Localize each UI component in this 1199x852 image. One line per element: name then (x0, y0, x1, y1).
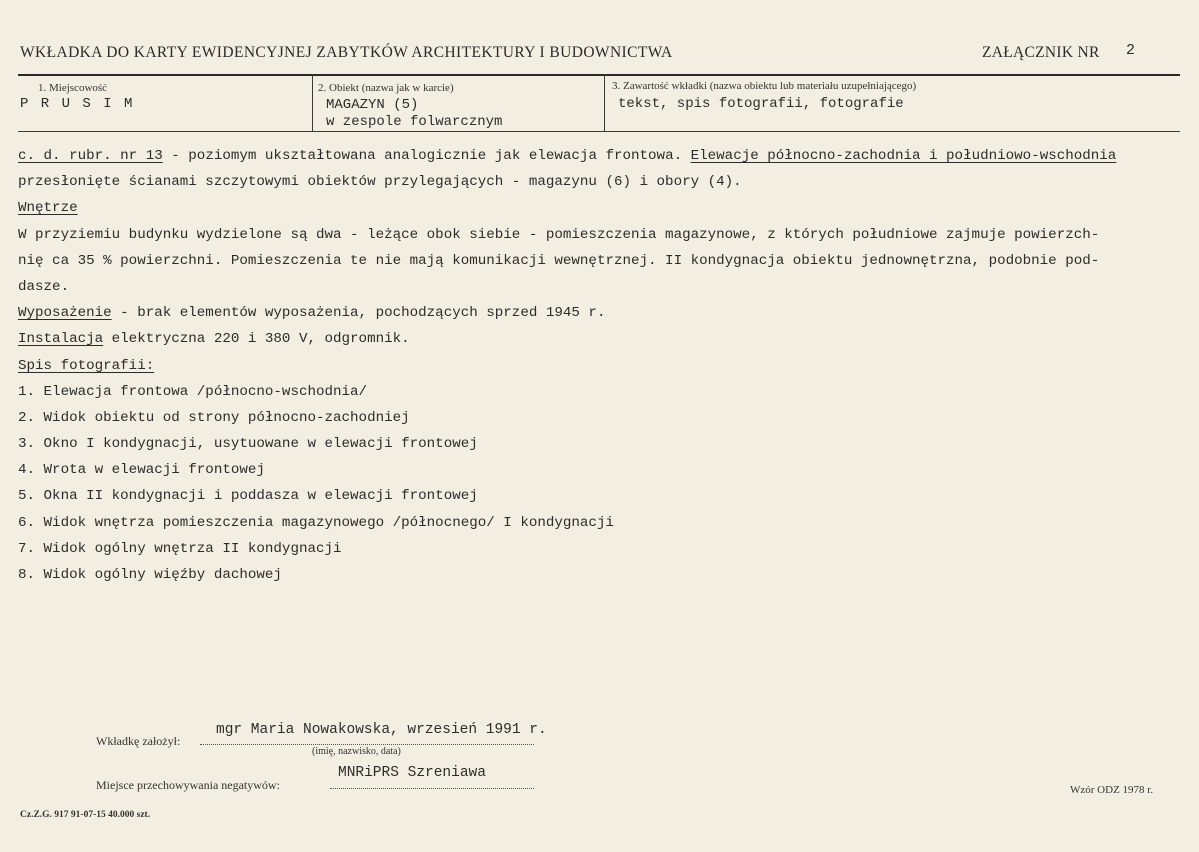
photo-item: 6. Widok wnętrza pomieszczenia magazynowego /północnego/ I kondygnacji (18, 514, 614, 531)
body-line (18, 143, 1198, 169)
prepared-by-value: mgr Maria Nowakowska, wrzesień 1991 r. (216, 722, 547, 738)
annex-label: ZAŁĄCZNIK NR (982, 44, 1100, 61)
object-label: 2. Obiekt (nazwa jak w karcie) (318, 82, 454, 94)
body-line (18, 326, 1198, 352)
template-version: Wzór ODZ 1978 r. (1070, 784, 1154, 796)
photo-item: 4. Wrota w elewacji frontowej (18, 462, 265, 479)
photo-item: 1. Elewacja frontowa /północno-wschodnia/ (18, 383, 368, 400)
prepared-by-line (200, 744, 534, 745)
underlined-phrase: Elewacje północno-zachodnia i południowo-wschodnia (690, 148, 1117, 164)
photo-item: 3. Okno I kondygnacji, usytuowane w elewacji frontowej (18, 436, 478, 453)
field-divider (604, 74, 605, 132)
section-heading-photos: Spis fotografii: (18, 357, 155, 374)
body-line (18, 353, 1198, 379)
contents-label: 3. Zawartość wkładki (nazwa obiektu lub materiału uzupełniającego) (612, 80, 917, 92)
body-line (18, 195, 1198, 221)
section-heading-interior: Wnętrze (18, 200, 78, 217)
field-divider (312, 74, 313, 132)
negatives-storage-label: Miejsce przechowywania negatywów: (96, 778, 280, 792)
form-title: WKŁADKA DO KARTY EWIDENCYJNEJ ZABYTKÓW ARCHITEKTURY I BUDOWNICTWA (20, 44, 673, 61)
prepared-by-label: Wkładkę założył: (96, 734, 181, 748)
print-code: Cz.Z.G. 917 91-07-15 40.000 szt. (20, 810, 151, 820)
body-line (18, 300, 1198, 326)
section-ref: c. d. rubr. nr 13 (18, 148, 163, 164)
body-line: przesłonięte ścianami szczytowymi obiektów przylegających - magazynu (6) i obory (4). (18, 174, 742, 191)
body-text: - brak elementów wyposażenia, pochodzących sprzed 1945 r. (111, 305, 606, 322)
object-value: MAGAZYN (5) (326, 97, 419, 113)
photo-item: 7. Widok ogólny wnętrza II kondygnacji (18, 540, 342, 557)
section-heading-equipment: Wyposażenie (18, 305, 112, 322)
prepared-by-hint: (imię, nazwisko, data) (312, 746, 401, 757)
contents-value: tekst, spis fotografii, fotografie (618, 96, 904, 112)
photo-item: 2. Widok obiektu od strony północno-zachodniej (18, 409, 410, 426)
typed-body (18, 143, 1198, 588)
locality-label: 1. Miejscowość (38, 82, 108, 94)
locality-value: P R U S I M (20, 96, 135, 112)
object-value-context: w zespole folwarcznym (326, 114, 503, 130)
body-line: nię ca 35 % powierzchni. Pomieszczenia te nie mają komunikacji wewnętrznej. II kondygnacja obiektu jednownętrzna, podobnie pod- (18, 252, 1100, 269)
photo-item: 5. Okna II kondygnacji i poddasza w elewacji frontowej (18, 488, 478, 505)
negatives-storage-line (330, 788, 534, 789)
body-line: dasze. (18, 278, 70, 295)
section-heading-installation: Instalacja (18, 331, 104, 348)
header-fields-box (18, 74, 1180, 132)
negatives-storage-value: MNRiPRS Szreniawa (338, 765, 486, 781)
photo-item: 8. Widok ogólny więźby dachowej (18, 567, 282, 583)
body-text: - poziomym ukształtowana analogicznie jak elewacja frontowa. (162, 148, 691, 164)
body-line: W przyziemiu budynku wydzielone są dwa - leżące obok siebie - pomieszczenia magazynowe, z których południowe zajmuje powierzch- (18, 226, 1100, 243)
annex-number: 2 (1126, 42, 1136, 59)
body-text: elektryczna 220 i 380 V, odgromnik. (103, 331, 410, 348)
